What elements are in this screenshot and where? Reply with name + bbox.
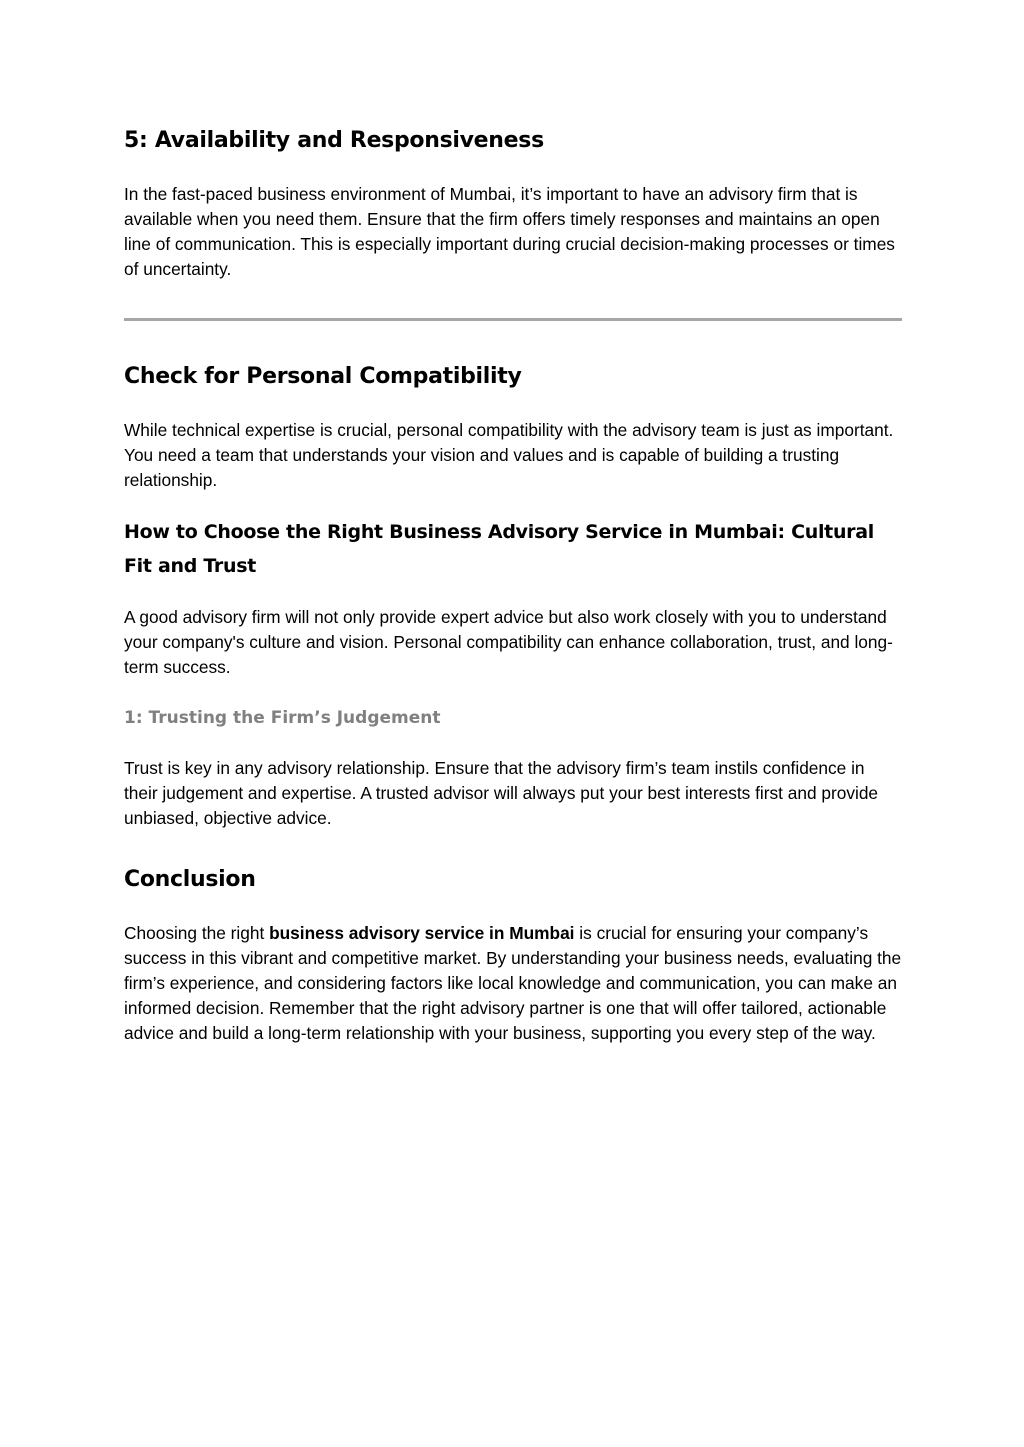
paragraph-trusting-judgement: Trust is key in any advisory relationship. Ensure that the advisory firm’s team instils confidence in their judgement and expertise. A trusted advisor will always put your best interests first and provide unbiased, objective advice. [124, 758, 879, 828]
section-divider [124, 318, 902, 321]
paragraph-availability: In the fast-paced business environment of Mumbai, it’s important to have an advisory firm that is available when you need them. Ensure that the firm offers timely responses and maintains an open line of communication. This is especially important during crucial decision-making processes or times of uncertainty. [124, 184, 895, 279]
heading-trusting-judgement: 1: Trusting the Firm’s Judgement [124, 708, 441, 728]
paragraph-cultural-fit: A good advisory firm will not only provide expert advice but also work closely with you to understand your company's culture and vision. Personal compatibility can enhance collaboration, trust, and long-term success. [124, 607, 893, 677]
conclusion-text-start: Choosing the right [124, 923, 270, 943]
heading-availability: 5: Availability and Responsiveness [124, 128, 544, 153]
heading-compatibility: Check for Personal Compatibility [124, 364, 522, 389]
conclusion-text-end: is crucial for ensuring your company’s success in this vibrant and competitive market. By understanding your business needs, evaluating the firm’s experience, and considering factors like local knowledge and communication, you can make an informed decision. Remember that the right advisory partner is one that will offer tailored, actionable advice and build a long-term relationship with your business, supporting you every step of the way. [124, 923, 902, 1043]
paragraph-compatibility: While technical expertise is crucial, personal compatibility with the advisory team is just as important. You need a team that understands your vision and values and is capable of building a trusting relationship. [124, 420, 894, 490]
conclusion-keyword: business advisory service in Mumbai [269, 923, 575, 943]
heading-cultural-fit: How to Choose the Right Business Advisory Service in Mumbai: Cultural Fit and Trust [124, 521, 874, 577]
paragraph-conclusion [124, 921, 902, 1046]
heading-conclusion: Conclusion [124, 867, 256, 892]
